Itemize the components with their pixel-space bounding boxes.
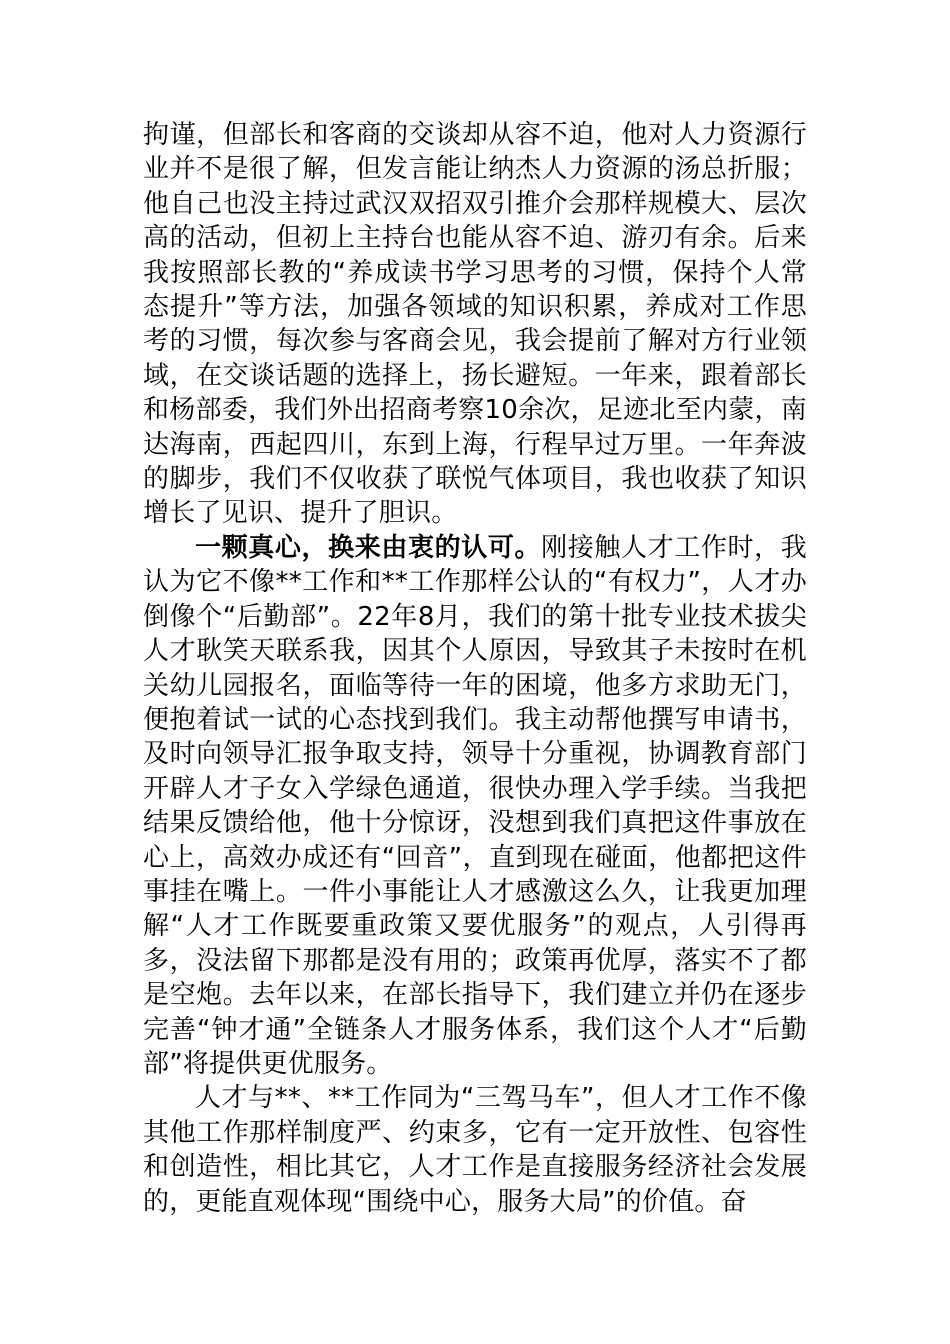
document-page xyxy=(143,118,807,1219)
paragraph-2-body: 刚接触人才工作时，我认为它不像**工作和**工作那样公认的“有权力”，人才办倒像个“后勤部”。22年8月，我们的第十批专业技术拔尖人才耿笑天联系我，因其个人原因，导致其子未按时在机关幼儿园报名，面临等待一年的困境，他多方求助无门，便抱着试一试的心态找到我们。我主动帮他撰写申请书，及时向领导汇报争取支持，领导十分重视，协调教育部门开辟人才子女入学绿色通道，很快办理入学手续。当我把结果反馈给他，他十分惊讶，没想到我们真把这件事放在心上，高效办成还有“回音”，直到现在碰面，他都把这件事挂在嘴上。一件小事能让人才感激这么久，让我更加理解“人才工作既要重政策又要优服务”的观点，人引得再多，没法留下那都是没有用的；政策再优厚，落实不了都是空炮。去年以来，在部长指导下，我们建立并仍在逐步完善“钟才通”全链条人才服务体系，我们这个人才“后勤部”将提供更优服务。 xyxy=(143,532,807,1079)
paragraph-2-heading: 一颗真心，换来由衷的认可。 xyxy=(195,532,542,563)
paragraph-1: 拘谨，但部长和客商的交谈却从容不迫，他对人力资源行业并不是很了解，但发言能让纳杰人力资源的汤总折服；他自己也没主持过武汉双招双引推介会那样规模大、层次高的活动，但初上主持台也能从容不迫、游刃有余。后来我按照部长教的“养成读书学习思考的习惯，保持个人常态提升”等方法，加强各领域的知识积累，养成对工作思考的习惯，每次参与客商会见，我会提前了解对方行业领域，在交谈话题的选择上，扬长避短。一年来，跟着部长和杨部委，我们外出招商考察10余次，足迹北至内蒙，南达海南，西起四川，东到上海，行程早过万里。一年奔波的脚步，我们不仅收获了联悦气体项目，我也收获了知识增长了见识、提升了胆识。 xyxy=(143,120,807,529)
paragraph-2 xyxy=(143,531,807,1082)
paragraph-3: 人才与**、**工作同为“三驾马车”，但人才工作不像其他工作那样制度严、约束多，它有一定开放性、包容性和创造性，相比其它，人才工作是直接服务经济社会发展的，更能直观体现“围绕中心，服务大局”的价值。奋 xyxy=(143,1083,807,1217)
